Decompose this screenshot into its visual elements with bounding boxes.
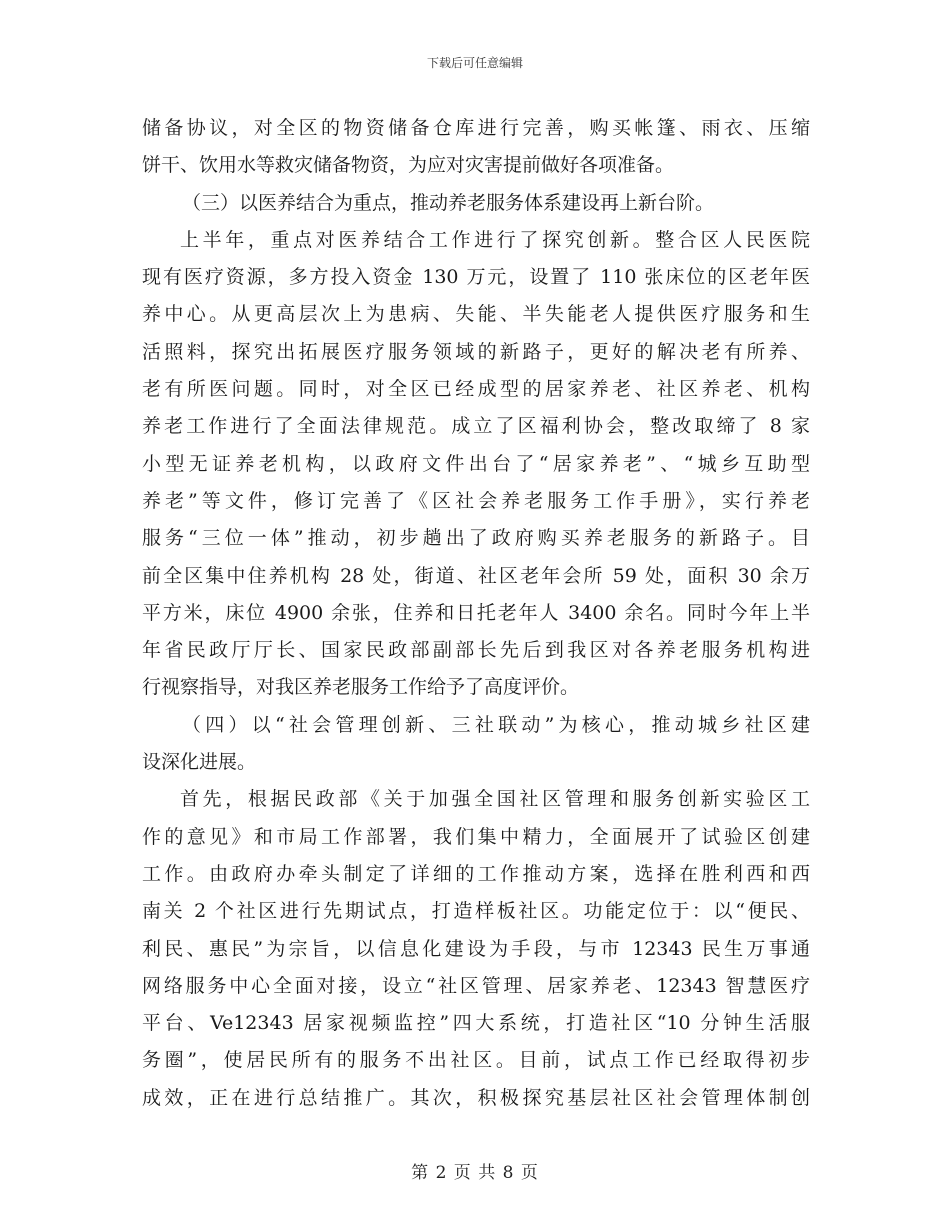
body-line: 年省民政厅厅长、国家民政部副部长先后到我区对各养老服务机构进: [142, 639, 810, 662]
body-line: 务圈”，使居民所有的服务不出社区。目前，试点工作已经取得初步: [142, 1049, 810, 1072]
body-line: 南关 2 个社区进行先期试点，打造样板社区。功能定位于：以“便民、: [142, 900, 810, 923]
body-line: 养老工作进行了全面法律规范。成立了区福利协会，整改取缔了 8 家: [142, 415, 810, 438]
body-line: 上半年，重点对医养结合工作进行了探究创新。整合区人民医院: [180, 228, 810, 251]
body-line: 储备协议，对全区的物资储备仓库进行完善，购买帐篷、雨衣、压缩: [142, 117, 810, 139]
page-number-footer: 第 2 页 共 8 页: [411, 1163, 539, 1183]
body-line: 网络服务中心全面对接，设立“社区管理、居家养老、12343 智慧医疗: [142, 974, 810, 997]
body-line: 活照料，探究出拓展医疗服务领域的新路子，更好的解决老有所养、: [142, 340, 810, 363]
body-line: 老有所医问题。同时，对全区已经成型的居家养老、社区养老、机构: [142, 378, 810, 401]
document-body: [142, 110, 810, 1117]
body-line: 平台、Ve12343 居家视频监控”四大系统，打造社区“10 分钟生活服: [142, 1012, 810, 1035]
body-line: 养中心。从更高层次上为患病、失能、半失能老人提供医疗服务和生: [142, 303, 810, 326]
body-line: 首先，根据民政部《关于加强全国社区管理和服务创新实验区工: [180, 788, 810, 811]
body-line: 小型无证养老机构，以政府文件出台了“居家养老”、“城乡互助型: [142, 452, 810, 475]
body-line: 工作。由政府办牵头制定了详细的工作推动方案，选择在胜利西和西: [142, 862, 810, 885]
section-heading: （四）以“社会管理创新、三社联动”为核心，推动城乡社区建: [182, 713, 810, 736]
body-line: 现有医疗资源，多方投入资金 130 万元，设置了 110 张床位的区老年医: [142, 266, 810, 289]
page-header: 下载后可任意编辑: [426, 56, 523, 70]
body-line: 服务“三位一体”推动，初步趟出了政府购买养老服务的新路子。目: [142, 527, 810, 550]
body-line: 前全区集中住养机构 28 处，街道、社区老年会所 59 处，面积 30 余万: [142, 564, 810, 587]
body-line: 作的意见》和市局工作部署，我们集中精力，全面展开了试验区创建: [142, 825, 810, 848]
body-line: 平方米，床位 4900 余张，住养和日托老年人 3400 余名。同时今年上半: [142, 601, 810, 624]
section-heading: （三）以医养结合为重点，推动养老服务体系建设再上新台阶。: [182, 191, 715, 214]
section-heading-continued: 设深化进展。: [142, 751, 257, 774]
body-line: 饼干、饮用水等救灾储备物资，为应对灾害提前做好各项准备。: [142, 154, 675, 177]
body-line: 养老”等文件，修订完善了《区社会养老服务工作手册》，实行养老: [142, 489, 810, 512]
body-line: 成效，正在进行总结推广。其次，积极探究基层社区社会管理体制创: [142, 1086, 810, 1109]
body-line: 利民、惠民”为宗旨，以信息化建设为手段，与市 12343 民生万事通: [142, 937, 810, 960]
body-line: 行视察指导，对我区养老服务工作给予了高度评价。: [142, 676, 580, 699]
